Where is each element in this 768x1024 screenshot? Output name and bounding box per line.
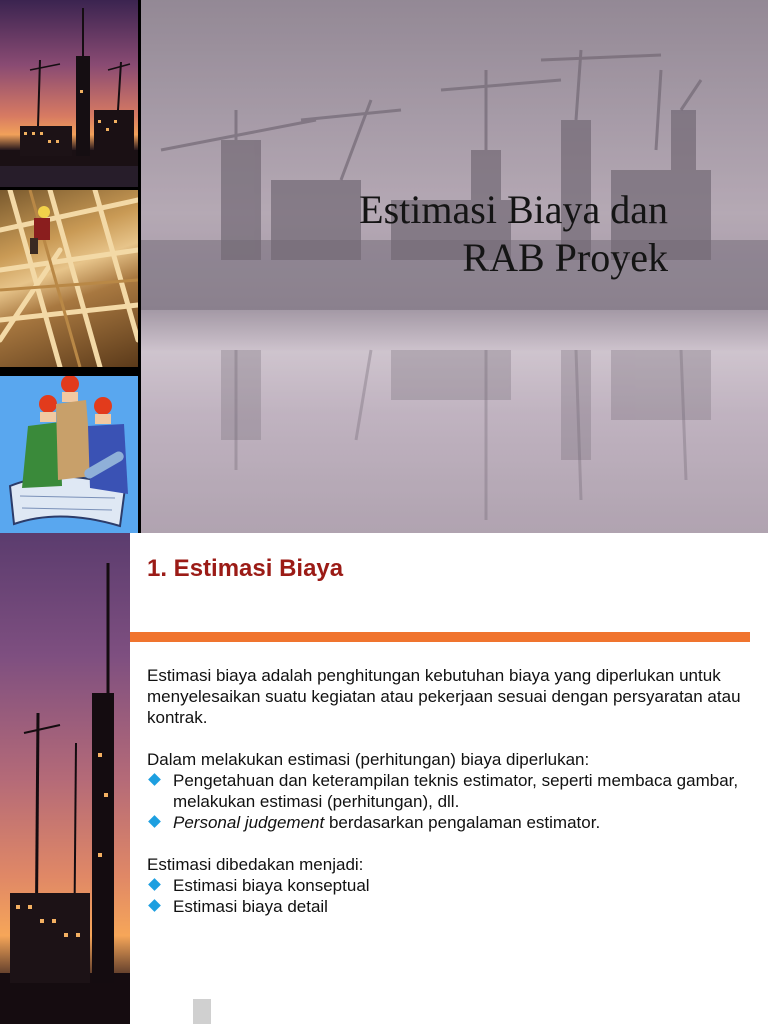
engineers-blueprint-clipart	[0, 376, 138, 533]
title-line-2: RAB Proyek	[462, 235, 668, 280]
list-item	[147, 875, 747, 896]
tower-crane-dusk-photo	[0, 533, 130, 1024]
timber-frame-worker-photo	[0, 190, 138, 367]
hero-construction-skyline	[141, 0, 768, 533]
diamond-bullet-icon	[148, 815, 161, 828]
type-text: Estimasi biaya konseptual	[173, 876, 370, 895]
slide-body	[147, 665, 747, 938]
type-text: Estimasi biaya detail	[173, 897, 328, 916]
definition-paragraph: Estimasi biaya adalah penghitungan kebutuhan biaya yang diperlukan untuk menyelesaikan suatu kegiatan atau pekerjaan sesuai dengan persyaratan atau kontrak.	[147, 666, 741, 727]
requirement-text: Pengetahuan dan keterampilan teknis estimator, seperti membaca gambar, melakukan estimasi (perhitungan), dll.	[173, 771, 739, 811]
title-line-1: Estimasi Biaya dan	[359, 187, 668, 232]
types-intro: Estimasi dibedakan menjadi:	[147, 855, 364, 874]
diamond-bullet-icon	[148, 878, 161, 891]
types-list	[147, 875, 747, 917]
presentation-title	[141, 186, 668, 282]
requirement-emphasis: Personal judgement	[173, 813, 325, 832]
list-item	[147, 770, 747, 812]
types-block	[147, 854, 747, 917]
requirement-text: berdasarkan pengalaman estimator.	[324, 813, 601, 832]
heading-divider	[130, 632, 750, 642]
requirements-list	[147, 770, 747, 833]
content-slide	[0, 533, 768, 1024]
diamond-bullet-icon	[148, 773, 161, 786]
requirements-block	[147, 749, 747, 833]
section-heading: 1. Estimasi Biaya	[147, 555, 344, 582]
list-item	[147, 812, 747, 833]
construction-dusk-photo	[0, 0, 138, 187]
requirements-intro: Dalam melakukan estimasi (perhitungan) biaya diperlukan:	[147, 750, 590, 769]
list-item	[147, 896, 747, 917]
footer-mark	[193, 999, 211, 1024]
diamond-bullet-icon	[148, 899, 161, 912]
